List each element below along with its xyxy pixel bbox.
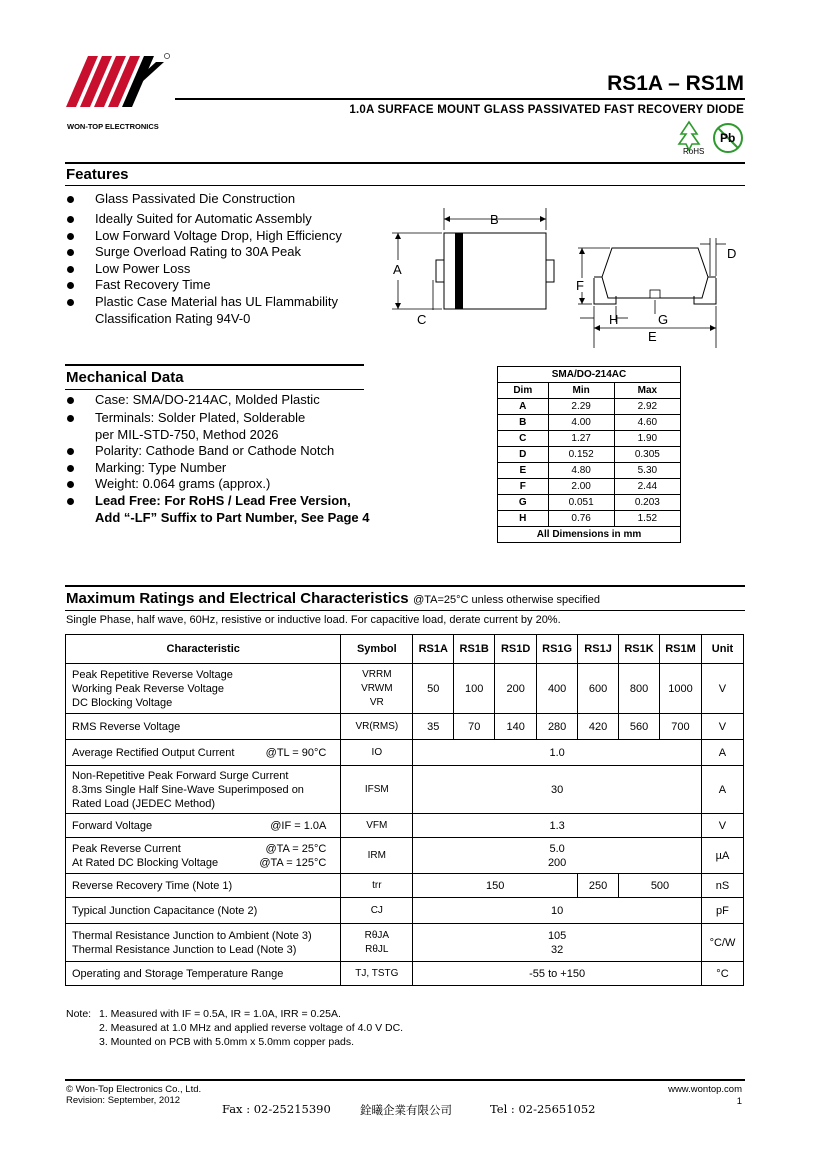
ratings-table — [65, 634, 744, 986]
ratings-bottom-rule — [65, 610, 745, 611]
table-row: Operating and Storage Temperature Range TJ, TSTG -55 to +150 °C — [66, 962, 744, 986]
page-number: 1 — [736, 1096, 742, 1107]
dim-label-f: F — [576, 278, 584, 293]
table-row: F 2.00 2.44 — [498, 479, 681, 495]
pb-label: Pb — [720, 131, 736, 145]
pb-free-icon — [712, 122, 744, 154]
table-row: Peak Repetitive Reverse Voltage Working Peak Reverse Voltage DC Blocking Voltage VRRM VRWM VR 50 100 200 400 600 800 1000 V — [66, 664, 744, 714]
dim-label-e: E — [648, 329, 657, 344]
dim-label-g: G — [658, 312, 669, 327]
table-row: Typical Junction Capacitance (Note 2) CJ 10 pF — [66, 898, 744, 924]
table-row: A 2.29 2.92 — [498, 399, 681, 415]
features-bottom-rule — [65, 185, 745, 186]
copyright: © Won-Top Electronics Co., Ltd. — [66, 1084, 202, 1095]
ratings-heading — [66, 590, 600, 608]
footer-rule — [65, 1079, 745, 1081]
note-item: 3. Mounted on PCB with 5.0mm x 5.0mm copper pads. — [99, 1036, 355, 1048]
table-row: G 0.051 0.203 — [498, 495, 681, 511]
ratings-top-rule — [65, 585, 745, 587]
features-top-rule — [65, 162, 745, 164]
ratings-condition: @TA=25°C unless otherwise specified — [413, 594, 600, 606]
table-row: Peak Reverse Current @TA = 25°C At Rated DC Blocking Voltage @TA = 125°C IRM 5.0 200 µA — [66, 838, 744, 874]
ratings-title: Maximum Ratings and Electrical Characteristics — [66, 590, 409, 607]
note-item: 1. Measured with IF = 0.5A, IR = 1.0A, IRR = 0.25A. — [99, 1008, 341, 1020]
tel-number: Tel : 02-25651052 — [490, 1102, 596, 1116]
table-row: Forward Voltage @IF = 1.0A VFM 1.3 V — [66, 814, 744, 838]
table-row: Reverse Recovery Time (Note 1) trr 150 250 500 nS — [66, 874, 744, 898]
fax-number: Fax : 02-25215390 — [222, 1102, 331, 1116]
dim-label-a: A — [393, 262, 402, 277]
note-item: 2. Measured at 1.0 MHz and applied reverse voltage of 4.0 V DC. — [99, 1022, 404, 1034]
table-row: B 4.00 4.60 — [498, 415, 681, 431]
page-subtitle: 1.0A SURFACE MOUNT GLASS PASSIVATED FAST RECOVERY DIODE — [349, 104, 744, 116]
table-row: E 4.80 5.30 — [498, 463, 681, 479]
dim-label-d: D — [727, 246, 737, 261]
rohs-icon — [676, 120, 710, 156]
dimension-table — [497, 366, 681, 543]
page-title: RS1A – RS1M — [607, 72, 744, 95]
table-row: H 0.76 1.52 — [498, 511, 681, 527]
table-row: RMS Reverse Voltage VR(RMS) 35 70 140 280 420 560 700 V — [66, 714, 744, 740]
table-row: Average Rectified Output Current @TL = 90°C IO 1.0 A — [66, 740, 744, 766]
table-row: Non-Repetitive Peak Forward Surge Current 8.3ms Single Half Sine-Wave Superimposed on Rated Load (JEDEC Method) IFSM 30 A — [66, 766, 744, 814]
dimension-table-title: SMA/DO-214AC — [498, 367, 681, 383]
table-row: D 0.152 0.305 — [498, 447, 681, 463]
header-rule — [175, 98, 745, 100]
package-outline-diagram — [380, 200, 750, 350]
dimension-table-footer: All Dimensions in mm — [498, 527, 681, 543]
mechanical-top-rule — [65, 364, 364, 366]
ratings-intro: Single Phase, half wave, 60Hz, resistive or inductive load. For capacitive load, derate current by 20%. — [66, 614, 561, 626]
dim-col-header: Max — [614, 383, 680, 399]
rohs-label: RoHS — [683, 147, 705, 156]
revision: Revision: September, 2012 — [66, 1095, 181, 1106]
brand-name: WON-TOP ELECTRONICS — [67, 122, 159, 131]
table-row: C 1.27 1.90 — [498, 431, 681, 447]
features-title: Features — [66, 166, 129, 183]
company-name: 銓曦企業有限公司 — [360, 1103, 452, 1117]
website-link[interactable]: www.wontop.com — [668, 1084, 742, 1095]
table-header-row: Characteristic Symbol RS1A RS1B RS1D RS1G RS1J RS1K RS1M Unit — [66, 635, 744, 664]
table-row: Thermal Resistance Junction to Ambient (Note 3) Thermal Resistance Junction to Lead (Note 3) RθJA RθJL 105 32 °C/W — [66, 924, 744, 962]
mechanical-title: Mechanical Data — [66, 369, 184, 386]
mechanical-bottom-rule — [65, 389, 364, 390]
dim-col-header: Min — [548, 383, 614, 399]
notes-label: Note: — [66, 1008, 92, 1020]
won-top-logo — [66, 52, 176, 120]
dim-label-b: B — [490, 212, 499, 227]
dim-label-h: H — [609, 312, 619, 327]
dim-label-c: C — [417, 312, 427, 327]
dim-col-header: Dim — [498, 383, 549, 399]
